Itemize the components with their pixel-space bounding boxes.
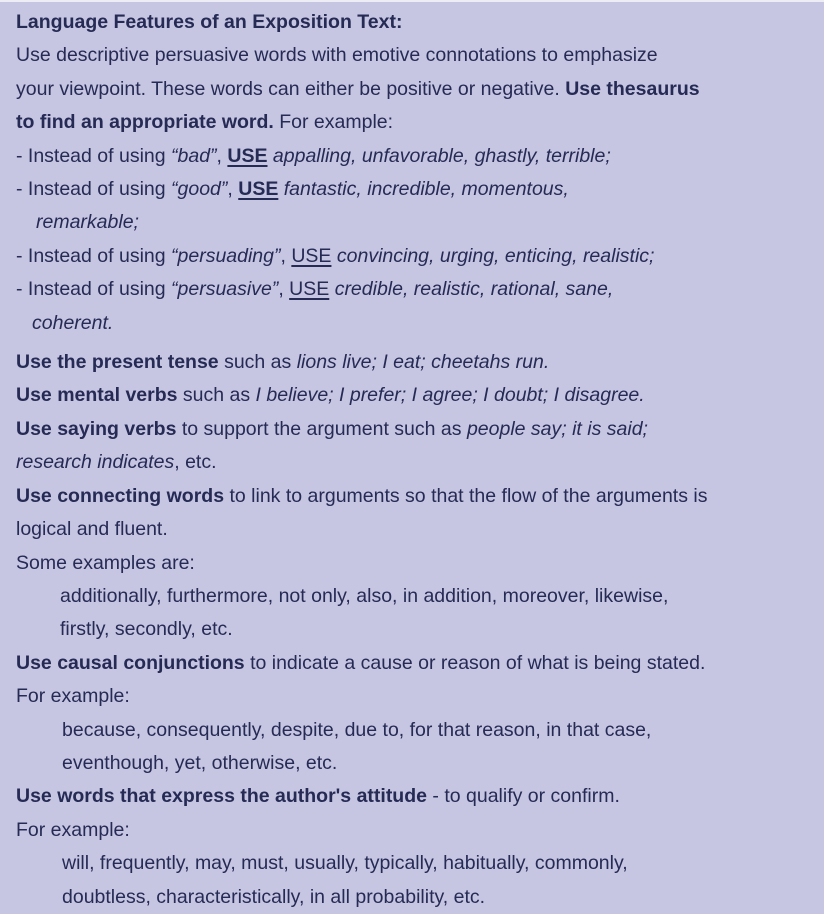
connecting-words-line-2: logical and fluent. [16,518,168,541]
connecting-words-line: Use connecting words to link to arguments so that the flow of the arguments is [16,484,708,507]
list-item-good: - Instead of using “good”, USE fantastic, incredible, momentous, [16,178,569,201]
causal-conjunctions-line: Use causal conjunctions to indicate a cause or reason of what is being stated. [16,651,706,674]
intro-line-1: Use descriptive persuasive words with emotive connotations to emphasize [16,44,658,67]
connecting-examples-2: firstly, secondly, etc. [60,618,233,641]
present-tense-line: Use the present tense such as lions live; I eat; cheetahs run. [16,351,550,374]
causal-examples-label: For example: [16,685,130,708]
saying-verbs-line-2: research indicates, etc. [16,451,217,474]
section-title: Language Features of an Exposition Text: [16,11,403,33]
intro-line-2: your viewpoint. These words can either be positive or negative. Use thesaurus [16,77,700,100]
list-item-good-continued: remarkable; [36,211,139,234]
connecting-examples-label: Some examples are: [16,551,195,574]
list-item-persuasive-continued: coherent. [32,311,114,334]
attitude-examples-2: doubtless, characteristically, in all probability, etc. [62,885,486,908]
list-item-persuasive: - Instead of using “persuasive”, USE credible, realistic, rational, sane, [16,278,614,301]
saying-verbs-line: Use saying verbs to support the argument such as people say; it is said; [16,417,648,440]
attitude-line: Use words that express the author's attitude - to qualify or confirm. [16,785,620,808]
attitude-examples-label: For example: [16,818,130,841]
thesaurus-tip: Use thesaurus [565,77,700,100]
causal-examples-1: because, consequently, despite, due to, for that reason, in that case, [62,718,652,741]
list-item-persuading: - Instead of using “persuading”, USE convincing, urging, enticing, realistic; [16,244,655,267]
attitude-examples-1: will, frequently, may, must, usually, typically, habitually, commonly, [62,852,628,875]
intro-line-3: to find an appropriate word. For example: [16,111,394,134]
mental-verbs-line: Use mental verbs such as I believe; I prefer; I agree; I doubt; I disagree. [16,384,645,407]
causal-examples-2: eventhough, yet, otherwise, etc. [62,751,338,774]
list-item-bad: - Instead of using “bad”, USE appalling, unfavorable, ghastly, terrible; [16,144,611,167]
connecting-examples-1: additionally, furthermore, not only, also, in addition, moreover, likewise, [60,584,669,607]
